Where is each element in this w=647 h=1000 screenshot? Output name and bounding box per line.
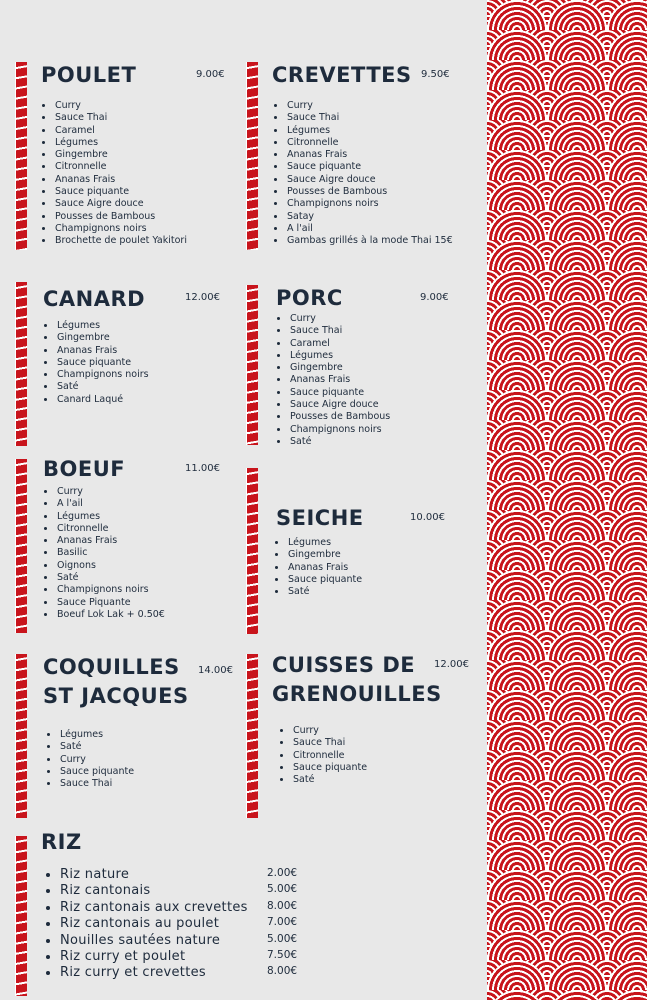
list-item: • Champignons noirs — [56, 584, 165, 596]
item-price: 7.00€ — [267, 916, 298, 929]
section-title: PORC — [276, 286, 343, 310]
list-item: • Sauce Aigre douce — [54, 198, 187, 210]
list-item: • Citronnelle — [292, 750, 367, 762]
list-item: • Citronnelle — [56, 523, 165, 535]
section-price: 12.00€ — [434, 659, 469, 670]
list-item: • Sauce piquante — [54, 186, 187, 198]
left-stripe-poulet — [15, 62, 27, 250]
list-item: • Caramel — [54, 125, 187, 137]
list-item: • Oignons — [56, 560, 165, 572]
section-title-line2: ST JACQUES — [43, 684, 189, 708]
list-item: • Pousses de Bambous — [289, 411, 390, 423]
left-stripe-cuisses — [246, 654, 258, 818]
list-item: • Ananas Frais — [56, 345, 149, 357]
item-price: 8.00€ — [267, 965, 298, 978]
list-item: • A l'ail — [56, 498, 165, 510]
list-item: • Riz cantonais au poulet — [60, 916, 248, 932]
riz-item-list — [43, 867, 248, 982]
list-item: • Légumes — [59, 729, 134, 741]
list-item: • Sauce piquante — [56, 357, 149, 369]
list-item: • Curry — [59, 754, 134, 766]
list-item: • Riz curry et poulet — [60, 949, 248, 965]
section-title: SEICHE — [276, 506, 364, 530]
left-stripe-riz — [15, 836, 27, 996]
left-stripe-crevettes — [246, 62, 258, 250]
item-list — [274, 100, 453, 248]
list-item: • Riz nature — [60, 867, 248, 883]
section-price: 9.50€ — [421, 69, 450, 80]
list-item: • Légumes — [286, 125, 453, 137]
list-item: • Basilic — [56, 547, 165, 559]
section-price: 9.00€ — [196, 69, 225, 80]
item-price: 7.50€ — [267, 949, 298, 962]
list-item: • Saté — [59, 741, 134, 753]
item-price: 2.00€ — [267, 867, 298, 879]
left-stripe-boeuf — [15, 459, 27, 633]
section-price: 11.00€ — [185, 463, 220, 474]
list-item: • Champignons noirs — [289, 424, 390, 436]
list-item: • Curry — [54, 100, 187, 112]
section-title-line1: CUISSES DE — [272, 653, 416, 677]
section-title: CANARD — [43, 287, 146, 311]
list-item: • Boeuf Lok Lak + 0.50€ — [56, 609, 165, 621]
left-stripe-coquilles — [15, 654, 27, 818]
left-stripe-porc — [246, 285, 258, 445]
list-item: • Sauce piquante — [287, 574, 362, 586]
section-title: RIZ — [41, 830, 82, 854]
list-item: • Sauce Aigre douce — [289, 399, 390, 411]
list-item: • Curry — [292, 725, 367, 737]
item-price: 8.00€ — [267, 899, 298, 912]
list-item: • Sauce Thai — [292, 737, 367, 749]
list-item: • Sauce Thai — [54, 112, 187, 124]
list-item: • Sauce piquante — [59, 766, 134, 778]
list-item: • Champignons noirs — [56, 369, 149, 381]
section-price: 10.00€ — [410, 512, 445, 523]
list-item: • Sauce Thai — [289, 325, 390, 337]
list-item: • Sauce Aigre douce — [286, 174, 453, 186]
wave-pattern-panel — [487, 0, 647, 1000]
riz-price-list — [267, 865, 297, 980]
item-list — [275, 537, 362, 598]
list-item: • Légumes — [287, 537, 362, 549]
list-item: • Champignons noirs — [286, 198, 453, 210]
list-item: • Sauce Thai — [59, 778, 134, 790]
list-item: • Pousses de Bambous — [54, 211, 187, 223]
list-item: • Saté — [56, 572, 165, 584]
list-item: • Riz curry et crevettes — [60, 965, 248, 981]
list-item: • Saté — [289, 436, 390, 448]
item-list — [44, 486, 165, 621]
list-item: • Ananas Frais — [287, 562, 362, 574]
list-item: • Saté — [292, 774, 367, 786]
list-item: • Citronnelle — [54, 161, 187, 173]
left-stripe-seiche — [246, 468, 258, 634]
list-item: • Ananas Frais — [54, 174, 187, 186]
item-list — [280, 725, 367, 786]
list-item: • Gingembre — [289, 362, 390, 374]
list-item: • Ananas Frais — [286, 149, 453, 161]
list-item: • Curry — [286, 100, 453, 112]
list-item: • Gambas grillés à la mode Thai 15€ — [286, 235, 453, 247]
list-item: • Riz cantonais aux crevettes — [60, 900, 248, 916]
list-item: • Saté — [56, 381, 149, 393]
list-item: • Satay — [286, 211, 453, 223]
list-item: • Pousses de Bambous — [286, 186, 453, 198]
list-item: • Légumes — [56, 320, 149, 332]
list-item: • Légumes — [56, 511, 165, 523]
list-item: • Gingembre — [56, 332, 149, 344]
list-item: • Champignons noirs — [54, 223, 187, 235]
section-title-line1: COQUILLES — [43, 655, 180, 679]
section-title: CREVETTES — [272, 63, 412, 87]
section-price: 12.00€ — [185, 292, 220, 303]
list-item: • Citronnelle — [286, 137, 453, 149]
list-item: • Curry — [56, 486, 165, 498]
list-item: • Gingembre — [54, 149, 187, 161]
list-item: • Légumes — [54, 137, 187, 149]
list-item: • Sauce Thai — [286, 112, 453, 124]
list-item: • Gingembre — [287, 549, 362, 561]
list-item: • Sauce piquante — [286, 161, 453, 173]
item-price: 5.00€ — [267, 932, 298, 945]
list-item: • Saté — [287, 586, 362, 598]
item-list — [277, 313, 390, 448]
section-title-line2: GRENOUILLES — [272, 682, 442, 706]
left-stripe-canard — [15, 282, 27, 446]
list-item: • Ananas Frais — [56, 535, 165, 547]
item-list — [44, 320, 149, 406]
list-item: • Riz cantonais — [60, 883, 248, 899]
list-item: • Sauce piquante — [292, 762, 367, 774]
section-price: 9.00€ — [420, 292, 449, 303]
list-item: • Ananas Frais — [289, 374, 390, 386]
item-price: 5.00€ — [267, 883, 298, 896]
list-item: • Légumes — [289, 350, 390, 362]
list-item: • A l'ail — [286, 223, 453, 235]
list-item: • Nouilles sautées nature — [60, 933, 248, 949]
list-item: • Caramel — [289, 338, 390, 350]
list-item: • Sauce Piquante — [56, 597, 165, 609]
list-item: • Brochette de poulet Yakitori — [54, 235, 187, 247]
section-title: BOEUF — [43, 457, 126, 481]
list-item: • Sauce piquante — [289, 387, 390, 399]
section-title: POULET — [41, 63, 137, 87]
item-list — [42, 100, 187, 248]
list-item: • Canard Laqué — [56, 394, 149, 406]
section-price: 14.00€ — [198, 665, 233, 676]
item-list — [47, 729, 134, 790]
list-item: • Curry — [289, 313, 390, 325]
